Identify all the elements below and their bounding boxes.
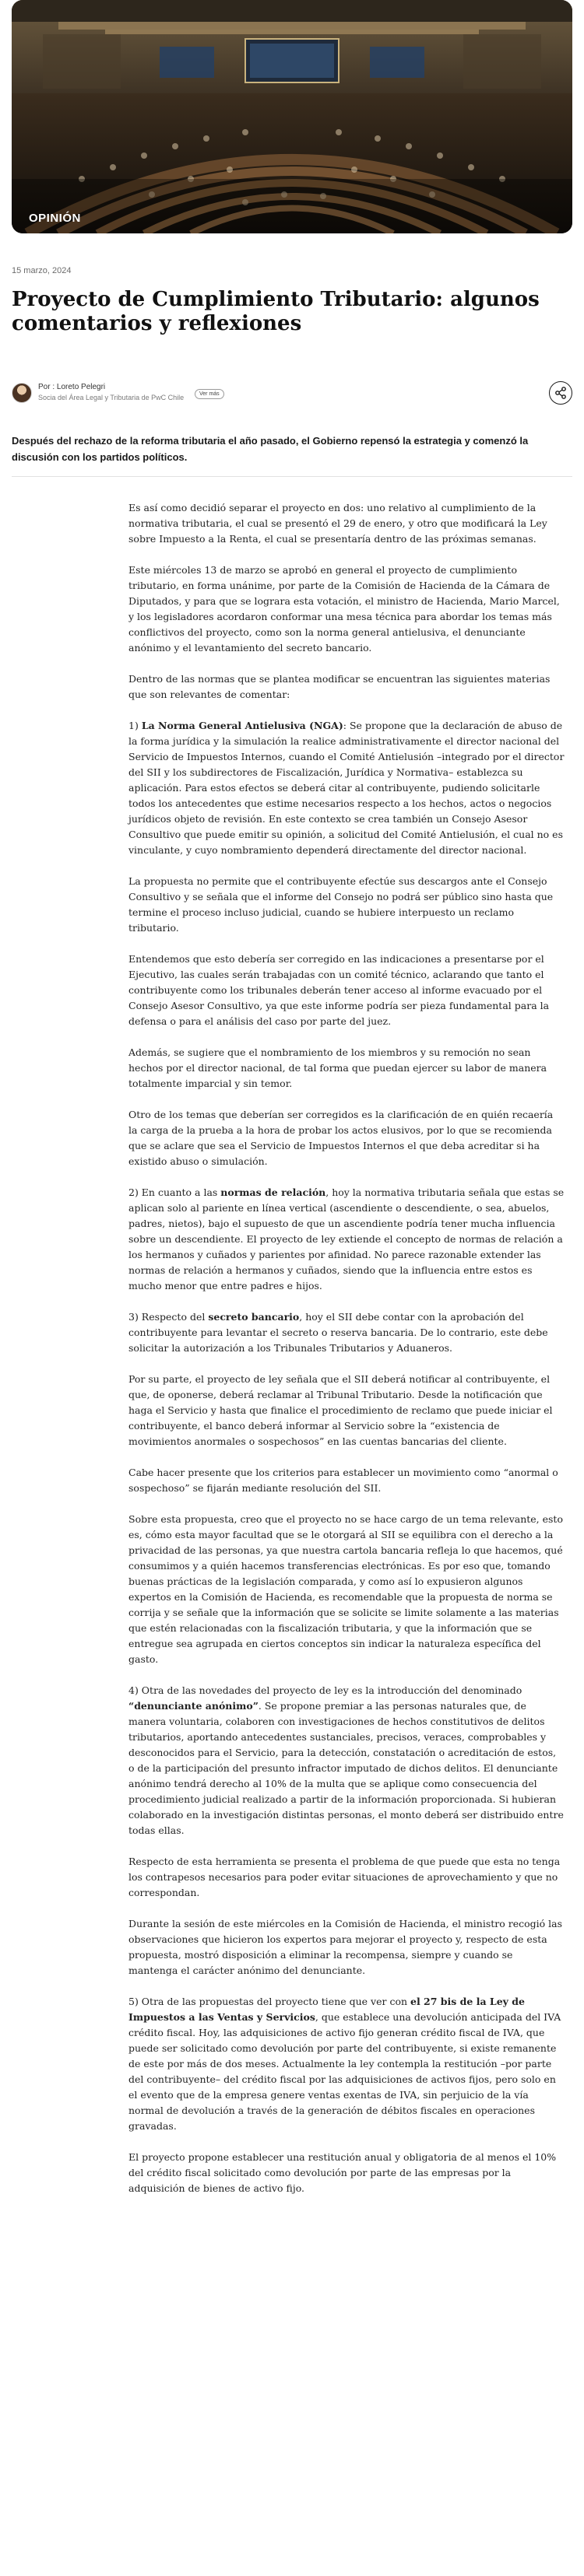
paragraph bbox=[128, 1309, 565, 1356]
paragraph: Durante la sesión de este miércoles en la Comisión de Hacienda, el ministro recogió las observaciones que hicieron los expertos para mejorar el proyecto y, respecto de esta propuesta, mostró disposición a eliminar la recompensa, siempre y cuando se mantenga el carácter anónimo del denunciante. bbox=[128, 1918, 563, 1976]
parliament-chamber-illustration bbox=[12, 0, 572, 233]
article-title: Proyecto de Cumplimiento Tributario: algunos comentarios y reflexiones bbox=[12, 288, 540, 335]
paragraph bbox=[128, 1185, 565, 1294]
paragraph: Entendemos que esto debería ser corregido en las indicaciones a presentarse por el Ejecutivo, las cuales serán trabajadas con un comité técnico, aclarando que tanto el contribuyente como los tribunales deberán tener acceso al informe evacuado por el Consejo Asesor Consultivo, ya que este informe podría ser pieza fundamental para la defensa o para el análisis del caso por parte del juez. bbox=[128, 953, 550, 1027]
paragraph: La propuesta no permite que el contribuyente efectúe sus descargos ante el Consejo Consultivo y se señala que el informe del Consejo no podrá ser público sino hasta que termine el proceso incluso judicial, cuando se hubiere interpuesto un reclamo tributario. bbox=[128, 875, 554, 934]
publish-date: 15 marzo, 2024 bbox=[12, 266, 72, 275]
opinion-badge[interactable]: OPINIÓN bbox=[29, 212, 81, 225]
paragraph-prefix: 2) En cuanto a las bbox=[128, 1186, 221, 1198]
paragraph: El proyecto propone establecer una restitución anual y obligatoria de al menos el 10% del crédito fiscal solicitado como devolución por parte de las empresas por la adquisición de bienes de activo fijo. bbox=[128, 2151, 557, 2194]
paragraph-highlight: el 27 bis de la Ley de Impuestos a las Ventas y Servicios bbox=[128, 1996, 525, 2023]
paragraph bbox=[128, 1683, 565, 1838]
article-body bbox=[128, 500, 565, 2196]
paragraph-highlight: “denunciante anónimo” bbox=[128, 1700, 259, 1712]
paragraph-text: . Se propone premiar a las personas naturales que, de manera voluntaria, colaboren con investigaciones de hechos constitutivos de delitos tributarios, aportando antecedentes sustanciales, precisos, veraces, comprobables y desconocidos para el Servicio, para la detección, constatación o acreditación de estos, o de la participación del presunto infractor imputado de dichos delitos. El denunciante anónimo tendrá derecho al 10% de la multa que se aplique como consecuencia del procedimiento judicial realizado a partir de la información proporcionada. Si hubieran colaborado en la investigación distintas personas, el monto deberá ser distribuido entre todas ellas. bbox=[128, 1700, 564, 1836]
byline bbox=[12, 377, 572, 433]
paragraph bbox=[128, 718, 565, 858]
paragraph-highlight: La Norma General Antielusiva (NGA) bbox=[141, 720, 343, 731]
paragraph: Sobre esta propuesta, creo que el proyecto no se hace cargo de un tema relevante, esto es, cómo esta mayor facultad que se le otorgará al SII se equilibra con el derecho a la privacidad de las personas, ya que nuestra cartola bancaria refleja lo que hacemos, qué consumimos y a quién hacemos transferencias electrónicas. Es por eso que, tomando buenas prácticas de la legislación comparada, y como así lo expusieron algunos expertos en la Comisión de Hacienda, es recomendable que la propuesta de norma se corrija y se señale que la información que se solicite se limite solamente a las materias que estén relacionadas con la fiscalización tributaria, y que la información que se entregue sea agrupada en ciertos conceptos sin indicar la naturaleza específica del gasto. bbox=[128, 1513, 563, 1665]
author-role: Socia del Área Legal y Tributaria de PwC Chile bbox=[38, 394, 185, 401]
paragraph-highlight: secreto bancario bbox=[208, 1311, 300, 1323]
paragraph: Otro de los temas que deberían ser corregidos es la clarificación de en quién recaería la carga de la prueba a la hora de probar los actos elusivos, por lo que se recomienda que se aclare que sea el Servicio de Impuestos Internos el que deba acreditar si ha existido abuso o simulación. bbox=[128, 1109, 554, 1167]
hero-image bbox=[12, 0, 572, 233]
author-avatar bbox=[12, 383, 32, 403]
paragraph: Cabe hacer presente que los criterios para establecer un movimiento como “anormal o sospechoso” se fijarán mediante resolución del SII. bbox=[128, 1467, 558, 1494]
paragraph-text: : Se propone que la declaración de abuso de la forma jurídica y la simulación la realice administrativamente el director nacional del Servicio de Impuestos Internos, cuando el Comité Antielusión –integrado por el director del SII y los subdirectores de Fiscalización, Jurídica y Normativa– establezca su aplicación. Para estos efectos se deberá citar al contribuyente, pudiendo solicitarle todos los antecedentes que estime necesarios respecto a los hechos, actos o negocios jurídicos objeto de revisión. En este contexto se crea también un Consejo Asesor Consultivo que puede emitir su opinión, a solicitud del Comité Antielusión, el cual no es vinculante, y cuyo nombramiento dependerá directamente del director nacional. bbox=[128, 720, 565, 856]
paragraph-prefix: 1) bbox=[128, 720, 142, 731]
paragraph-prefix: 3) Respecto del bbox=[128, 1311, 209, 1323]
view-more-button[interactable]: Ver más bbox=[195, 389, 224, 399]
paragraph-text: , hoy el SII debe contar con la aprobación del contribuyente para levantar el secreto o reserva bancaria. De lo contrario, este debe solicitar la autorización a los Tribunales Tributarios y Aduaneros. bbox=[128, 1311, 548, 1354]
paragraph: Es así como decidió separar el proyecto en dos: uno relativo al cumplimiento de la normativa tributaria, el cual se presentó el 29 de enero, y otro que modificará la Ley sobre Impuesto a la Renta, el cual se presentaría dentro de las próximas semanas. bbox=[128, 502, 547, 545]
share-button[interactable] bbox=[549, 381, 572, 405]
paragraph: Respecto de esta herramienta se presenta el problema de que puede que esta no tenga los contrapesos necesarios para poder evitar situaciones de aprovechamiento y que no correspondan. bbox=[128, 1856, 561, 1898]
paragraph: Este miércoles 13 de marzo se aprobó en general el proyecto de cumplimiento tributario, en forma unánime, por parte de la Comisión de Hacienda de la Cámara de Diputados, y para que se lograra esta votación, el ministro de Hacienda, Mario Marcel, y los legisladores acordaron conformar una mesa técnica para abordar los temas más conflictivos del proyecto, como son la norma general antielusiva, el denunciante anónimo y el levantamiento del secreto bancario. bbox=[128, 564, 560, 654]
paragraph: Por su parte, el proyecto de ley señala que el SII deberá notificar al contribuyente, el que, de oponerse, deberá reclamar al Tribunal Tributario. Desde la notificación que haga el Servicio y hasta que finalice el procedimiento de reclamo que puede iniciar el contribuyente, el banco deberá informar al Servicio sobre la “existencia de movimientos anormales o sospechosos” en las cuentas bancarias del cliente. bbox=[128, 1373, 553, 1447]
paragraph bbox=[128, 1994, 565, 2134]
paragraph-highlight: normas de relación bbox=[220, 1186, 326, 1198]
paragraph-text: , hoy la normativa tributaria señala que estas se aplican solo al pariente en línea vertical (ascendiente o descendiente, o sea, abuelos, padres, nietos), bajo el supuesto de que un ascendiente podría tener mucha influencia sobre un descendiente. El proyecto de ley extiende el concepto de normas de relación a los hermanos y cuñados y parientes por afinidad. No parece razonable extender las normas de relación a hermanos y cuñados, siendo que la influencia entre estos es mucho menor que entre padres e hijos. bbox=[128, 1186, 565, 1292]
paragraph-prefix: 5) Otra de las propuestas del proyecto tiene que ver con bbox=[128, 1996, 410, 2007]
paragraph: Además, se sugiere que el nombramiento de los miembros y su remoción no sean hechos por el director nacional, de tal forma que puedan ejercer su labor de manera totalmente imparcial y sin temor. bbox=[128, 1046, 547, 1089]
share-icon bbox=[554, 387, 567, 399]
paragraph: Dentro de las normas que se plantea modificar se encuentran las siguientes materias que son relevantes de comentar: bbox=[128, 673, 551, 700]
article-lead: Después del rechazo de la reforma tributaria el año pasado, el Gobierno repensó la estrategia y comenzó la discusión con los partidos políticos. bbox=[12, 433, 572, 477]
paragraph-text: , que establece una devolución anticipada del IVA crédito fiscal. Hoy, las adquisiciones de activo fijo generan crédito fiscal de IVA, que puede ser solicitado como devolución por parte del contribuyente, si existe remanente de este por más de dos meses. Actualmente la ley contempla la restitución –por parte del contribuyente– del crédito fiscal por las adquisiciones de activos fijos, pero solo en el evento que de la empresa genere ventas exentas de IVA, sin perjuicio de la vía normal de devolución a través de la generación de débitos fiscales en operaciones gravadas. bbox=[128, 2011, 561, 2132]
author-name[interactable]: Por : Loreto Pelegri bbox=[38, 383, 106, 391]
paragraph-prefix: 4) Otra de las novedades del proyecto de ley es la introducción del denominado bbox=[128, 1684, 522, 1696]
